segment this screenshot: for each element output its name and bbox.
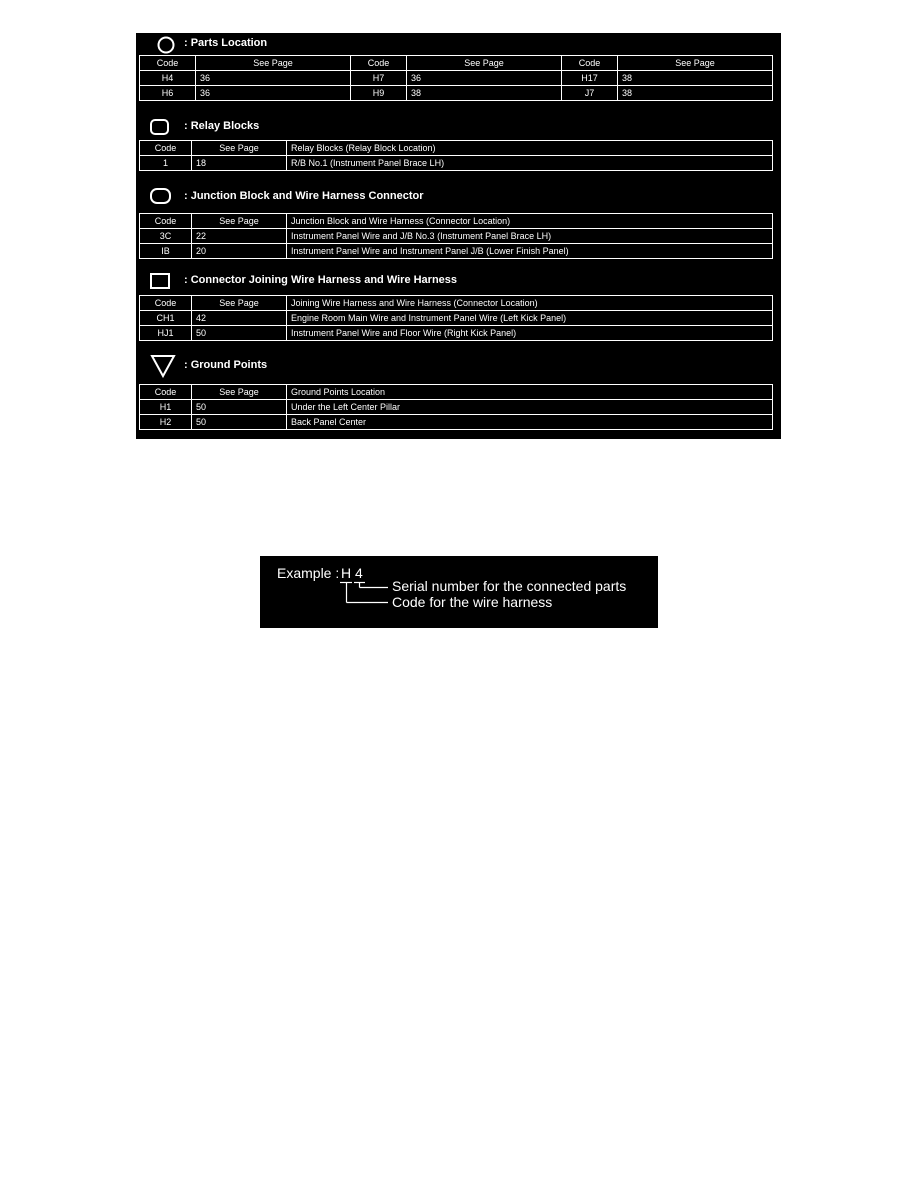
section-title: : Relay Blocks xyxy=(184,120,260,132)
header-see-page: See Page xyxy=(407,56,562,71)
table-row xyxy=(140,244,773,259)
header-see-page: See Page xyxy=(192,385,287,400)
page-cell: 22 xyxy=(192,229,287,244)
header-code: Code xyxy=(140,296,192,311)
harness-code-description: Code for the wire harness xyxy=(392,594,553,610)
table-row xyxy=(140,71,773,86)
square-icon xyxy=(148,271,174,291)
table-header-row xyxy=(140,56,773,71)
page-cell: 18 xyxy=(192,156,287,171)
wiring-legend-panel xyxy=(136,33,781,439)
triangle-icon xyxy=(149,353,179,379)
location-cell: R/B No.1 (Instrument Panel Brace LH) xyxy=(287,156,773,171)
location-cell: Under the Left Center Pillar xyxy=(287,400,773,415)
code-cell: HJ1 xyxy=(140,326,192,341)
ground-points-table xyxy=(139,384,773,430)
table-row xyxy=(140,400,773,415)
header-location: Junction Block and Wire Harness (Connector Location) xyxy=(287,214,773,229)
section-title: : Parts Location xyxy=(184,37,268,49)
location-cell: Instrument Panel Wire and Instrument Panel J/B (Lower Finish Panel) xyxy=(287,244,773,259)
page-cell: 42 xyxy=(192,311,287,326)
header-see-page: See Page xyxy=(196,56,351,71)
code-cell: H2 xyxy=(140,415,192,430)
page-cell: 36 xyxy=(196,71,351,86)
page-cell: 50 xyxy=(192,400,287,415)
header-code: Code xyxy=(140,56,196,71)
header-code: Code xyxy=(351,56,407,71)
page-cell: 36 xyxy=(196,86,351,101)
relay-blocks-section xyxy=(136,116,781,174)
table-row xyxy=(140,326,773,341)
location-cell: Instrument Panel Wire and J/B No.3 (Instrument Panel Brace LH) xyxy=(287,229,773,244)
code-cell: CH1 xyxy=(140,311,192,326)
code-cell: H17 xyxy=(562,71,618,86)
table-header-row xyxy=(140,385,773,400)
ground-points-section xyxy=(136,353,781,439)
parts-location-section xyxy=(136,33,781,103)
example-label: Example : xyxy=(277,565,340,581)
header-code: Code xyxy=(562,56,618,71)
joining-connector-section xyxy=(136,270,781,344)
code-example-box xyxy=(260,556,658,628)
header-location: Joining Wire Harness and Wire Harness (Connector Location) xyxy=(287,296,773,311)
serial-number-description: Serial number for the connected parts xyxy=(392,578,627,594)
section-title: : Connector Joining Wire Harness and Wire Harness xyxy=(184,274,458,286)
table-row xyxy=(140,229,773,244)
joining-connector-table xyxy=(139,295,773,341)
page-cell: 20 xyxy=(192,244,287,259)
page-cell: 36 xyxy=(407,71,562,86)
location-cell: Back Panel Center xyxy=(287,415,773,430)
circle-icon xyxy=(156,35,176,55)
code-cell: H7 xyxy=(351,71,407,86)
junction-block-section xyxy=(136,186,781,261)
page-cell: 38 xyxy=(618,71,773,86)
header-location: Ground Points Location xyxy=(287,385,773,400)
page-cell: 38 xyxy=(407,86,562,101)
code-cell: H4 xyxy=(140,71,196,86)
page-cell: 50 xyxy=(192,326,287,341)
code-cell: H6 xyxy=(140,86,196,101)
header-code: Code xyxy=(140,214,192,229)
code-cell: 3C xyxy=(140,229,192,244)
code-cell: H9 xyxy=(351,86,407,101)
table-header-row xyxy=(140,296,773,311)
code-cell: H1 xyxy=(140,400,192,415)
table-header-row xyxy=(140,141,773,156)
header-see-page: See Page xyxy=(192,141,287,156)
page-cell: 38 xyxy=(618,86,773,101)
example-code-letter: H xyxy=(341,565,352,581)
relay-blocks-table xyxy=(139,140,773,171)
location-cell: Instrument Panel Wire and Floor Wire (Right Kick Panel) xyxy=(287,326,773,341)
table-header-row xyxy=(140,214,773,229)
header-see-page: See Page xyxy=(192,296,287,311)
header-see-page: See Page xyxy=(618,56,773,71)
code-cell: J7 xyxy=(562,86,618,101)
section-title: : Junction Block and Wire Harness Connector xyxy=(184,190,424,202)
table-row xyxy=(140,86,773,101)
header-code: Code xyxy=(140,141,192,156)
header-code: Code xyxy=(140,385,192,400)
table-row xyxy=(140,311,773,326)
location-cell: Engine Room Main Wire and Instrument Panel Wire (Left Kick Panel) xyxy=(287,311,773,326)
parts-location-table xyxy=(139,55,773,101)
code-cell: 1 xyxy=(140,156,192,171)
header-see-page: See Page xyxy=(192,214,287,229)
table-row xyxy=(140,415,773,430)
table-row xyxy=(140,156,773,171)
page-cell: 50 xyxy=(192,415,287,430)
example-code-number: 4 xyxy=(355,565,363,581)
header-location: Relay Blocks (Relay Block Location) xyxy=(287,141,773,156)
section-title: : Ground Points xyxy=(184,359,268,371)
rounded-square-icon xyxy=(148,117,172,137)
rounded-rectangle-icon xyxy=(148,186,174,206)
code-cell: IB xyxy=(140,244,192,259)
junction-block-table xyxy=(139,213,773,259)
